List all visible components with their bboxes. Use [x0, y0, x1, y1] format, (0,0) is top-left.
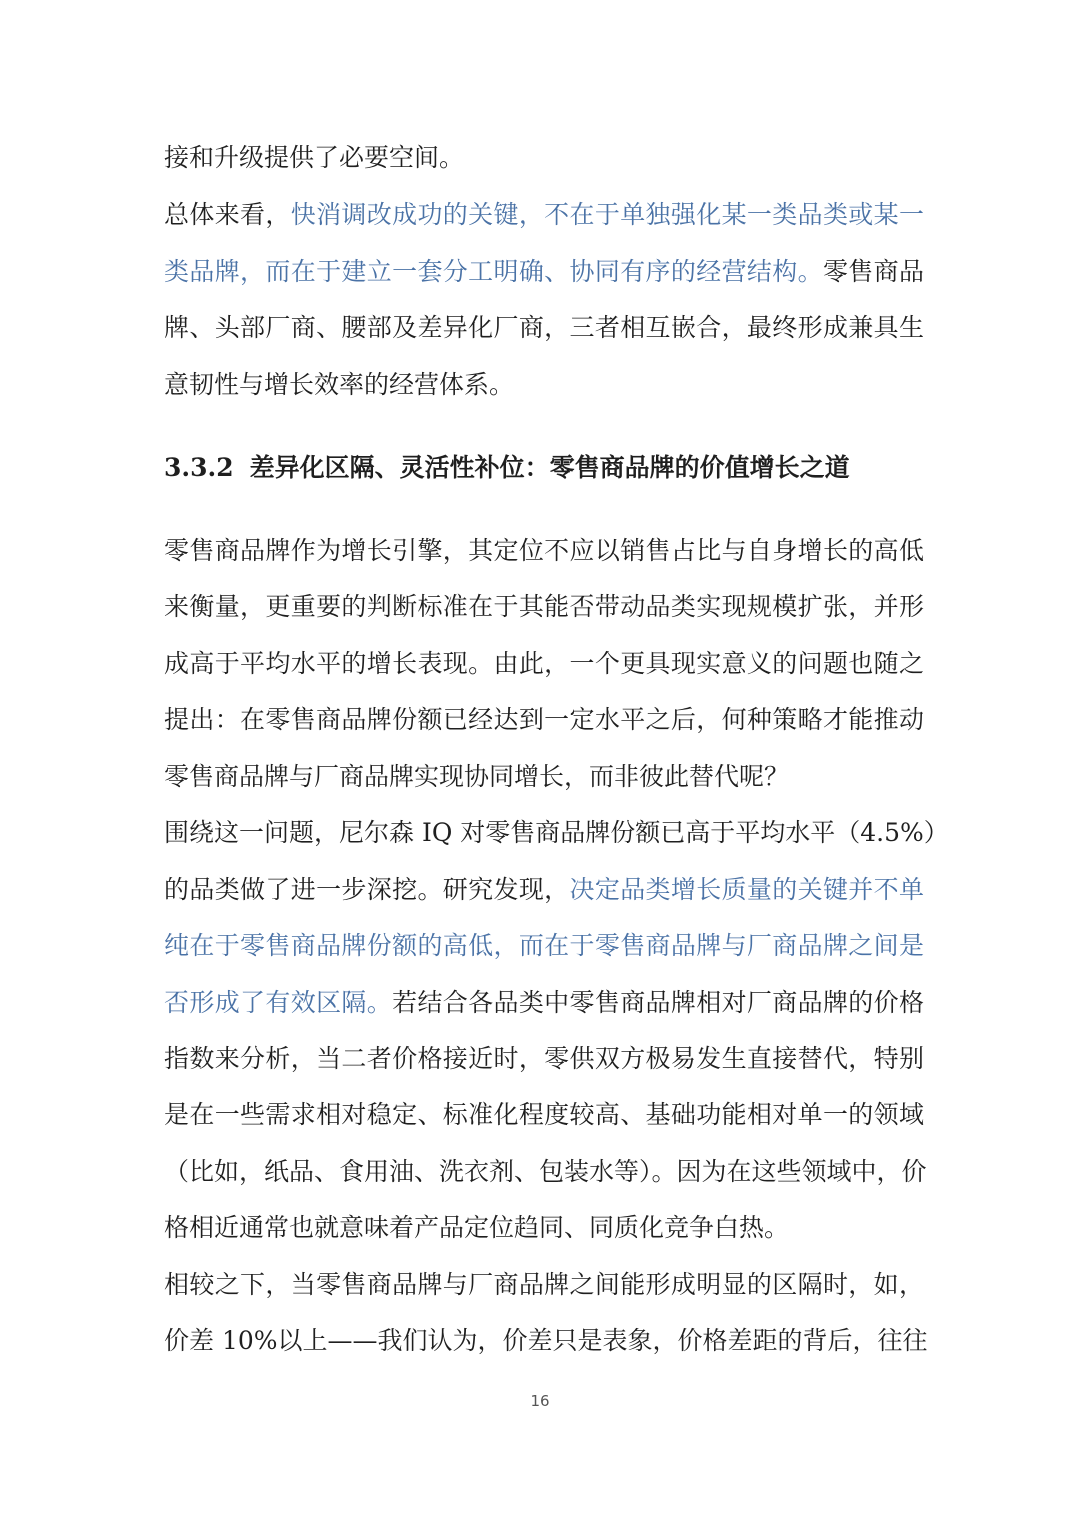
body-text: 相较之下，当零售商品牌与厂商品牌之间能形成明显的区隔时，如，: [164, 1270, 924, 1299]
text-line: [164, 986, 924, 1020]
highlight-text: 决定品类增长质量的关键并不单: [569, 875, 924, 904]
body-text: 零售商品: [822, 257, 924, 286]
body-text: 的品类做了进一步深挖。研究发现，: [164, 875, 570, 904]
body-text: 成高于平均水平的增长表现。由此，一个更具现实意义的问题也随之: [164, 649, 924, 678]
text-line: [164, 255, 924, 289]
highlight-text: 快消调改成功的关键，不在于单独强化某一类品类或某一: [290, 200, 924, 229]
body-text: 围绕这一问题，尼尔森 IQ 对零售商品牌份额已高于平均水平（4.5%）: [164, 818, 949, 847]
text-line: [164, 141, 924, 175]
highlight-text: 纯在于零售商品牌份额的高低，而在于零售商品牌与厂商品牌之间是: [164, 931, 924, 960]
text-line: [164, 1042, 924, 1076]
body-text: 格相近通常也就意味着产品定位趋同、同质化竞争白热。: [164, 1213, 790, 1242]
text-line: [164, 703, 924, 737]
text-line: [164, 1324, 928, 1358]
text-line: [164, 311, 924, 345]
body-text: 价差 10%以上——我们认为，价差只是表象，价格差距的背后，往往: [164, 1326, 928, 1355]
body-text: 若结合各品类中零售商品牌相对厂商品牌的价格: [392, 988, 924, 1017]
text-line: [164, 368, 924, 402]
text-line: [164, 590, 924, 624]
body-text: 提出：在零售商品牌份额已经达到一定水平之后，何种策略才能推动: [164, 705, 924, 734]
text-line: [164, 1211, 924, 1245]
text-line: [164, 198, 924, 232]
text-line: [164, 1268, 924, 1302]
body-text: （比如，纸品、食用油、洗衣剂、包装水等）。因为在这些领域中，价: [164, 1157, 927, 1186]
section-heading: [164, 451, 850, 485]
text-line: [164, 647, 924, 681]
text-line: [164, 1155, 927, 1189]
text-line: [164, 1098, 924, 1132]
page-number: 16: [530, 1392, 550, 1410]
body-text: 零售商品牌作为增长引擎，其定位不应以销售占比与自身增长的高低: [164, 536, 924, 565]
highlight-text: 否形成了有效区隔。: [164, 988, 393, 1017]
text-line: [164, 816, 949, 850]
body-text: 指数来分析，当二者价格接近时，零供双方极易发生直接替代，特别: [164, 1044, 924, 1073]
highlight-text: 类品牌，而在于建立一套分工明确、协同有序的经营结构。: [164, 257, 823, 286]
body-text: 接和升级提供了必要空间。: [164, 143, 465, 172]
body-text: 零售商品牌与厂商品牌实现协同增长，而非彼此替代呢？: [164, 762, 790, 791]
body-text: 总体来看，: [164, 200, 291, 229]
text-line: [164, 929, 924, 963]
section-title: 差异化区隔、灵活性补位：零售商品牌的价值增长之道: [249, 453, 850, 482]
section-number: 3.3.2: [164, 453, 234, 482]
text-line: [164, 760, 924, 794]
text-line: [164, 873, 924, 907]
body-text: 是在一些需求相对稳定、标准化程度较高、基础功能相对单一的领域: [164, 1100, 924, 1129]
body-text: 意韧性与增长效率的经营体系。: [164, 370, 515, 399]
text-line: [164, 534, 924, 568]
body-text: 来衡量，更重要的判断标准在于其能否带动品类实现规模扩张，并形: [164, 592, 924, 621]
body-text: 牌、头部厂商、腰部及差异化厂商，三者相互嵌合，最终形成兼具生: [164, 313, 924, 342]
